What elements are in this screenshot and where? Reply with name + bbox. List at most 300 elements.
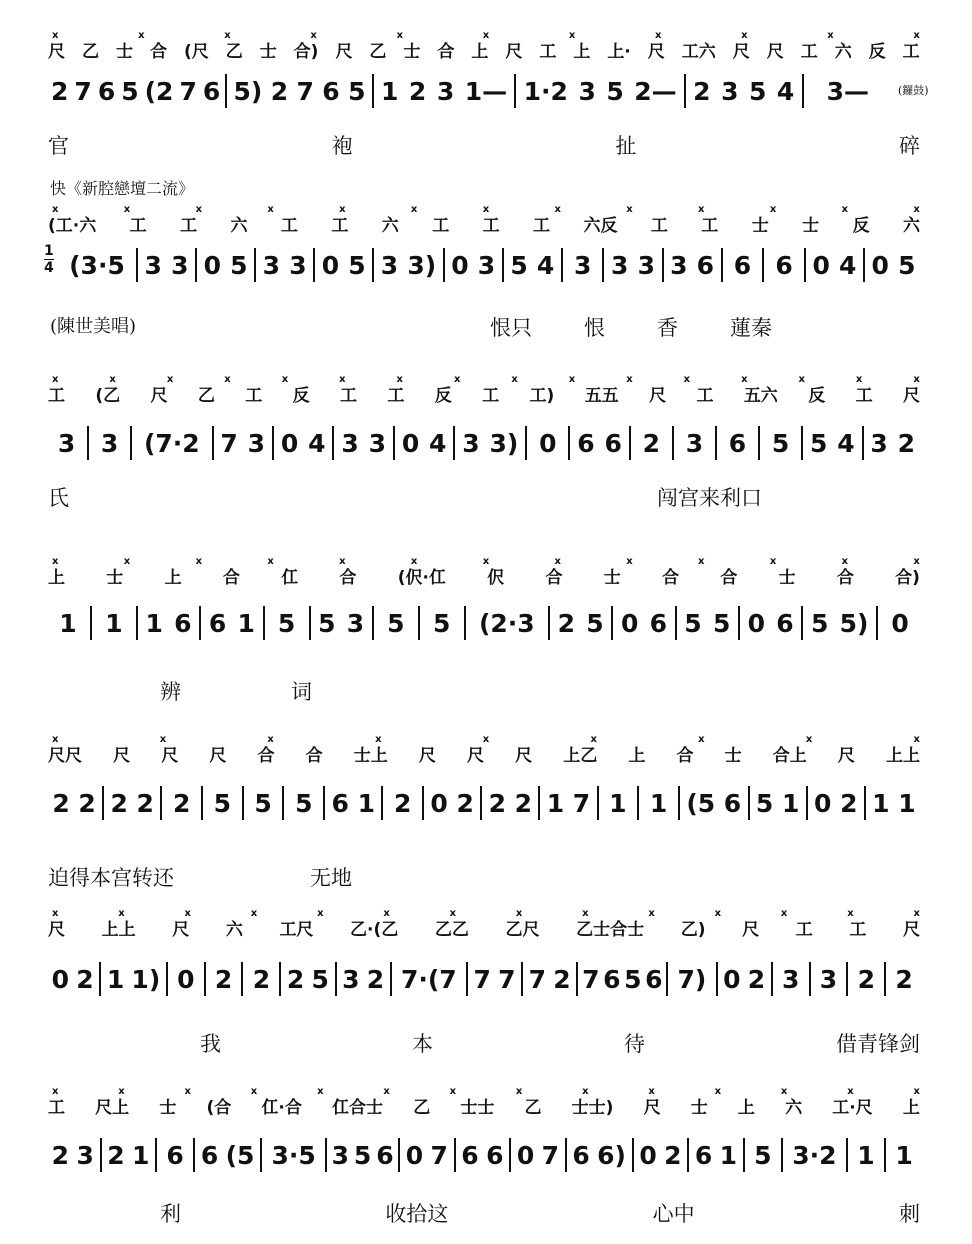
gongche-symbol: 尺 [732, 42, 750, 62]
measure [162, 786, 203, 820]
jianpu-note: 3 [57, 428, 76, 458]
gongche-symbol: 士士) [571, 1098, 614, 1118]
gongche-symbol: 工 [280, 216, 298, 236]
jianpu-note: 2 [366, 964, 385, 994]
beat-mark: x [568, 374, 576, 384]
jianpu-note: 5 [387, 608, 405, 638]
jianpu-note: 0 [747, 608, 766, 638]
beat-mark: x [281, 374, 289, 384]
measure [46, 786, 104, 820]
jianpu-note: 3 [341, 428, 359, 458]
jianpu-note: 1 [546, 788, 565, 818]
lyric-word: 无地 [310, 866, 352, 890]
measure [848, 1138, 886, 1172]
beat-mark: x [847, 908, 854, 918]
beat-mark: x [626, 556, 633, 566]
lyric-row [160, 1198, 920, 1224]
measure [674, 426, 717, 460]
beat-mark: x [654, 30, 662, 40]
measure [866, 786, 922, 820]
measure [262, 1138, 327, 1172]
measure [206, 962, 244, 996]
beat-mark: x [317, 908, 324, 918]
jianpu-note: 4 [776, 76, 795, 106]
gongche-symbol: 反 [852, 216, 870, 236]
gongche-symbol: 上 [48, 568, 65, 588]
jianpu-row [46, 606, 922, 640]
beat-mark: x [683, 374, 691, 384]
measure [668, 962, 717, 996]
measure [686, 74, 804, 108]
measure [689, 1138, 745, 1172]
jianpu-note: 1 [872, 788, 890, 818]
jianpu-note: 3) [407, 250, 437, 280]
measure [420, 606, 466, 640]
beat-mark: x [449, 908, 457, 918]
gongche-symbol: (乙 [95, 386, 121, 406]
lyric-row [48, 862, 352, 888]
measure [764, 248, 806, 282]
jianpu-note: 0 [639, 1140, 657, 1170]
jianpu-note: 2 [286, 964, 305, 994]
gongche-symbol: 上 [573, 42, 591, 62]
beat-mark: x [482, 30, 490, 40]
lyric-word: 蓮秦 [730, 316, 772, 340]
jianpu-note: 5 [898, 250, 916, 280]
jianpu-note: 2 [514, 788, 533, 818]
jianpu-note: 2 [76, 964, 94, 994]
beat-mark: x [410, 556, 418, 566]
jianpu-note: 5 [353, 1140, 372, 1170]
measure [680, 786, 750, 820]
gongche-symbol: 上 [164, 568, 182, 588]
jianpu-row [46, 1138, 922, 1172]
gongche-symbol: 尺 [649, 386, 667, 406]
jianpu-note: 2 [857, 964, 876, 994]
mark-row [52, 734, 920, 744]
gongche-symbol: 工 [180, 216, 198, 236]
beat-mark: x [267, 734, 274, 744]
jianpu-note: 0 [430, 788, 448, 818]
beat-mark: x [568, 30, 576, 40]
jianpu-note: 2 [107, 1140, 125, 1170]
jianpu-note: 6 [200, 1140, 219, 1170]
gongche-symbol: 士 [259, 42, 277, 62]
jianpu-note: 2 [895, 964, 913, 994]
jianpu-note: (2·3 [478, 608, 535, 638]
jianpu-note: 5 [586, 608, 604, 638]
jianpu-note: 0 [451, 250, 469, 280]
measure [886, 962, 922, 996]
jianpu-note: 6 [694, 1140, 713, 1170]
measure [631, 426, 674, 460]
beat-mark: x [515, 908, 523, 918]
jianpu-note: 0 [516, 1140, 535, 1170]
beat-mark: x [138, 30, 145, 40]
measure [244, 786, 285, 820]
measure [803, 606, 878, 640]
beat-mark: x [184, 908, 191, 918]
jianpu-note: 3 [342, 964, 360, 994]
jianpu-note: 7 [179, 76, 197, 106]
gongche-symbol: 合 [836, 568, 854, 588]
measure [773, 962, 811, 996]
gongche-symbol: 尺 [647, 42, 665, 62]
gongche-symbol: 士上 [353, 746, 388, 766]
jianpu-note: 4 [308, 428, 326, 458]
jianpu-note: 0 [51, 964, 69, 994]
beat-mark: x [515, 1086, 523, 1096]
jianpu-note: 5 [433, 608, 451, 638]
measure [482, 786, 540, 820]
jianpu-note: 5 [348, 250, 366, 280]
gongche-symbol: 伬 [487, 568, 505, 588]
singer-label: (陳世美唱) [50, 316, 137, 337]
jianpu-note: 1 [781, 788, 800, 818]
jianpu-note: 2 [553, 964, 571, 994]
gongche-symbol: 士 [115, 42, 133, 62]
jianpu-note: 1 [105, 608, 123, 638]
jianpu-note: 2 [252, 964, 271, 994]
jianpu-note: 3— [826, 76, 869, 106]
jianpu-note: 7 [572, 788, 591, 818]
jianpu-note: 5 [754, 1140, 772, 1170]
beat-mark: x [841, 556, 849, 566]
jianpu-note: 1 [857, 1140, 875, 1170]
lyric-word: 恨只 [490, 316, 532, 340]
jianpu-note: 0 [177, 964, 195, 994]
jianpu-note: 5 [311, 964, 329, 994]
jianpu-note: (3·5 [69, 250, 125, 280]
lyric-word: 香 [657, 316, 678, 340]
measure [374, 606, 420, 640]
gongche-symbol: 反 [434, 386, 452, 406]
gongche-symbol: 士 [690, 1098, 708, 1118]
jianpu-note: 1 [898, 788, 916, 818]
jianpu-note: 3 [380, 250, 399, 280]
measure [337, 962, 392, 996]
beat-mark: x [123, 204, 131, 214]
measure [718, 962, 773, 996]
beat-mark: x [449, 1086, 457, 1096]
measure [717, 426, 760, 460]
measure [104, 786, 162, 820]
jianpu-note: 7 [296, 76, 314, 106]
beat-mark: x [118, 1086, 125, 1096]
jianpu-note: 3 [819, 964, 838, 994]
jianpu-note: 7 [430, 1140, 448, 1170]
jianpu-note: 2 [456, 788, 474, 818]
gongche-symbol: 尺尺 [48, 746, 82, 766]
jianpu-note: 7 [220, 428, 238, 458]
gongche-symbol: 乙 [225, 42, 243, 62]
lyric-word: 刺 [898, 1202, 920, 1226]
jianpu-note: 3 [289, 250, 307, 280]
measure [811, 962, 849, 996]
mark-row [52, 30, 920, 40]
jianpu-note: 2 [408, 76, 427, 106]
beat-mark: x [250, 1086, 258, 1096]
jianpu-note: 2 [51, 76, 69, 106]
gongche-symbol: 工 [539, 42, 557, 62]
beat-mark: x [847, 1086, 854, 1096]
beat-mark: x [267, 204, 274, 214]
jianpu-note: 5 [348, 76, 366, 106]
jianpu-row [46, 962, 922, 996]
gongche-symbol: 工) [529, 386, 555, 406]
measure [639, 786, 680, 820]
gongche-symbol: 合 [437, 42, 455, 62]
jianpu-note: 6 [174, 608, 192, 638]
beat-mark: x [109, 374, 116, 384]
gongche-symbol: 六 [230, 216, 248, 236]
lyric-word: 恨 [584, 316, 605, 340]
jianpu-note: 2 [394, 788, 412, 818]
jianpu-note: 3 [436, 76, 455, 106]
gongche-symbol: 尺 [113, 746, 131, 766]
jianpu-note: 1 [719, 1140, 738, 1170]
jianpu-note: 0 [401, 428, 420, 458]
measure [604, 248, 663, 282]
gongche-row [48, 566, 920, 588]
mark-row [52, 374, 920, 384]
jianpu-note: 7 [498, 964, 516, 994]
beat-mark: x [648, 1086, 655, 1096]
measure [102, 1138, 158, 1172]
beat-mark: x [52, 734, 59, 744]
jianpu-note: 3 [346, 608, 365, 638]
gongche-symbol: 合 [305, 746, 323, 766]
measure [284, 786, 325, 820]
beat-mark: x [841, 204, 849, 214]
jianpu-note: 3) [489, 428, 519, 458]
measure [424, 786, 482, 820]
gongche-symbol: 尺 [902, 386, 920, 406]
jianpu-note: 3·5 [271, 1140, 316, 1170]
gongche-symbol: 上 [471, 42, 489, 62]
gongche-symbol: 工 [129, 216, 147, 236]
measure [760, 426, 803, 460]
measure [58, 248, 138, 282]
measure [46, 74, 227, 108]
measure [392, 962, 468, 996]
measure [157, 1138, 195, 1172]
measure [201, 606, 264, 640]
measure [92, 606, 138, 640]
gongche-symbol: 反 [292, 386, 310, 406]
mark-row [52, 1086, 920, 1096]
beat-mark: x [913, 30, 920, 40]
gongche-symbol: 六反 [583, 216, 618, 236]
jianpu-note: 1 [609, 788, 627, 818]
lyric-word: 碎 [898, 134, 920, 158]
beat-mark: x [383, 1086, 390, 1096]
time-signature-denominator: 4 [44, 260, 54, 276]
jianpu-note: 1 [357, 788, 376, 818]
jianpu-note: 2— [634, 76, 677, 106]
measure [214, 426, 274, 460]
gongche-symbol: 工 [696, 386, 714, 406]
gongche-symbol: 工 [340, 386, 358, 406]
gongche-symbol: 工六 [681, 42, 716, 62]
measure [504, 248, 563, 282]
gongche-symbol: 尺 [418, 746, 436, 766]
gongche-symbol: 工 [800, 42, 818, 62]
gongche-symbol: 尺 [742, 920, 760, 940]
measure [311, 606, 374, 640]
beat-mark: x [310, 30, 317, 40]
jianpu-note: 5 [712, 608, 731, 638]
jianpu-note: 1·2 [523, 76, 568, 106]
jianpu-note: 3 [637, 250, 655, 280]
gongche-symbol: 工 [795, 920, 813, 940]
jianpu-note: 2 [747, 964, 766, 994]
lyric-row [160, 676, 312, 702]
lyric-row [200, 1028, 920, 1054]
jianpu-note: 5) [839, 608, 869, 638]
gongche-symbol: 六 [902, 216, 920, 236]
measure [395, 426, 455, 460]
beat-mark: x [52, 556, 59, 566]
jianpu-note: 0 [812, 250, 830, 280]
jianpu-note: 6 [577, 428, 595, 458]
gongche-symbol: 仜合士 [332, 1098, 384, 1118]
gongche-symbol: 乙 [197, 386, 215, 406]
jianpu-note: 2 [840, 788, 858, 818]
jianpu-note: 5 [624, 964, 642, 994]
lyric-word: 迫得本宫转还 [48, 866, 174, 890]
beat-mark: x [913, 908, 920, 918]
gongche-symbol: 乙尺 [505, 920, 540, 940]
lyric-word: 官 [48, 134, 69, 158]
gongche-symbol: 上· [607, 42, 631, 62]
jianpu-note: 2 [214, 964, 233, 994]
gongche-symbol: 士士 [460, 1098, 495, 1118]
beat-mark: x [383, 908, 390, 918]
measure [89, 426, 132, 460]
jianpu-note: 5 [254, 788, 272, 818]
measure [750, 786, 808, 820]
gongche-symbol: 士 [159, 1098, 177, 1118]
gongche-symbol: 尺上 [95, 1098, 130, 1118]
beat-mark: x [714, 1086, 722, 1096]
jianpu-note: 1 [106, 964, 125, 994]
jianpu-note: (5 [686, 788, 716, 818]
mark-row [52, 908, 920, 918]
gongche-symbol: 乙 [413, 1098, 431, 1118]
jianpu-note: 5 [771, 428, 790, 458]
gongche-symbol: 工 [902, 42, 920, 62]
beat-mark: x [714, 908, 722, 918]
measure [456, 1138, 512, 1172]
jianpu-note: 0 [321, 250, 340, 280]
gongche-symbol: 工 [432, 216, 450, 236]
beat-mark: x [648, 908, 655, 918]
beat-mark: x [195, 204, 203, 214]
gongche-symbol: 尺 [467, 746, 484, 766]
measure [455, 426, 527, 460]
jianpu-note: 2 [52, 788, 70, 818]
time-signature [44, 244, 54, 275]
jianpu-note: 6) [597, 1140, 626, 1170]
jianpu-note: 2 [642, 428, 661, 458]
jianpu-note: 6 [376, 1140, 394, 1170]
gongche-symbol: 尺 [209, 746, 227, 766]
jianpu-note: 3 [100, 428, 119, 458]
gongche-symbol: 工 [855, 386, 873, 406]
beat-mark: x [396, 30, 404, 40]
jianpu-note: 7) [677, 964, 707, 994]
jianpu-note: 5 [213, 788, 232, 818]
jianpu-note: 3 [721, 76, 739, 106]
jianpu-note: 1— [464, 76, 508, 106]
measure [864, 426, 922, 460]
beat-mark: x [511, 374, 518, 384]
measure [315, 248, 374, 282]
gongche-symbol: 合 [545, 568, 563, 588]
beat-mark: x [913, 204, 920, 214]
measure [677, 606, 740, 640]
gongche-symbol: 尺 [48, 920, 65, 940]
beat-mark: x [52, 204, 59, 214]
measure [46, 606, 92, 640]
gongche-symbol: 合 [720, 568, 738, 588]
measure [46, 1138, 102, 1172]
gongche-symbol: 乙) [680, 920, 706, 940]
jianpu-note: (7·2 [143, 428, 200, 458]
jianpu-note: 5 [684, 608, 702, 638]
gongche-symbol: 合 [676, 746, 694, 766]
beat-mark: x [780, 908, 788, 918]
jianpu-note: 0 [814, 788, 832, 818]
gongche-symbol: 乙 [81, 42, 99, 62]
jianpu-note: 6 [331, 788, 349, 818]
jianpu-note: 2 [110, 788, 128, 818]
jianpu-note: 1 [649, 788, 668, 818]
beat-mark: x [554, 556, 561, 566]
gongche-row [48, 214, 920, 236]
jianpu-note: 3 [670, 250, 688, 280]
jianpu-note: 1 [895, 1140, 913, 1170]
measure [723, 248, 765, 282]
gongche-symbol: 士 [802, 216, 820, 236]
jianpu-row [46, 786, 922, 820]
gongche-symbol: 工 [245, 386, 263, 406]
jianpu-note: 0 [620, 608, 639, 638]
gongche-symbol: 士 [106, 568, 124, 588]
gongche-symbol: 乙士合士 [576, 920, 645, 940]
beat-mark: x [741, 374, 748, 384]
jianpu-note: 4 [839, 250, 857, 280]
measure [613, 606, 676, 640]
jianpu-note: 1 [381, 76, 399, 106]
mark-row [52, 204, 920, 214]
jianpu-note: 6 [603, 964, 621, 994]
jianpu-note: 3 [462, 428, 480, 458]
measure [46, 426, 89, 460]
gongche-symbol: 工 [482, 386, 500, 406]
jianpu-note: 6 [696, 250, 715, 280]
jianpu-note: 5 [295, 788, 313, 818]
measure [540, 786, 598, 820]
gongche-symbol: 尺 [335, 42, 353, 62]
measure [466, 606, 550, 640]
gongche-symbol: 工 [701, 216, 719, 236]
beat-mark: x [453, 374, 461, 384]
gongche-symbol: 六 [225, 920, 243, 940]
gongche-symbol: 工 [849, 920, 867, 940]
beat-mark: x [339, 374, 346, 384]
